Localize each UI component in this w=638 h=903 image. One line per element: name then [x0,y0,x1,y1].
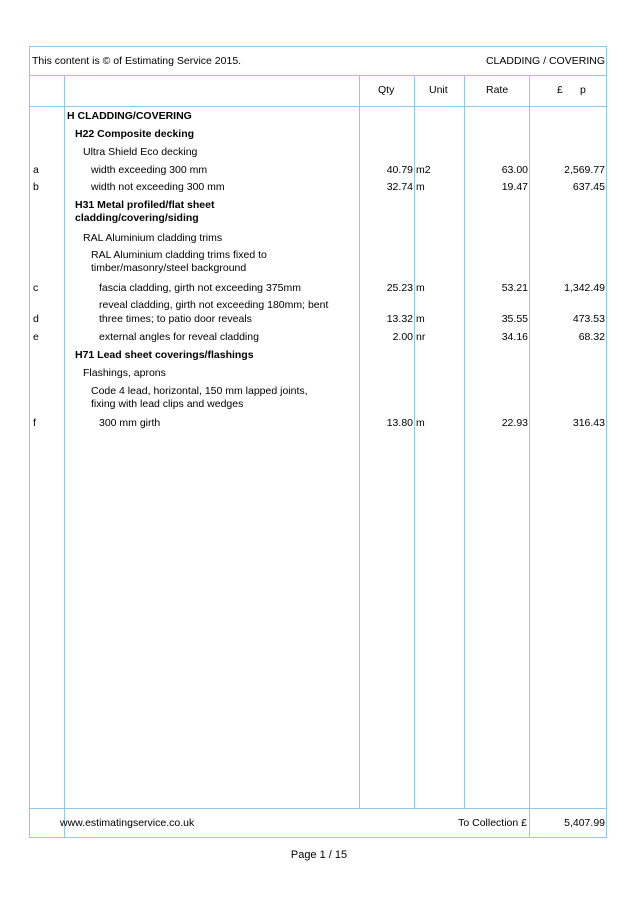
footer-divider [29,808,607,809]
item-unit: m [416,313,425,325]
item-desc-line1: reveal cladding, girth not exceeding 180mm; bent [99,299,329,311]
col-divider-ref [64,75,65,838]
item-ref: c [33,282,39,294]
item-rate: 35.55 [501,313,528,325]
item-qty: 32.74 [386,181,413,193]
subheading-h71: Flashings, aprons [83,367,166,379]
description-h31-line1: RAL Aluminium cladding trims fixed to [91,249,267,261]
item-desc: external angles for reveal cladding [99,331,259,343]
item-total: 473.53 [572,313,605,325]
heading-main: H CLADDING/COVERING [67,110,192,122]
footer-website: www.estimatingservice.co.uk [60,817,195,829]
item-total: 68.32 [578,331,605,343]
item-desc: width not exceeding 300 mm [91,181,225,193]
item-desc: 300 mm girth [99,417,161,429]
column-rate: Rate [486,84,509,96]
item-qty: 2.00 [392,331,413,343]
column-qty: Qty [378,84,395,96]
subheading-h31: RAL Aluminium cladding trims [83,232,223,244]
item-unit: nr [416,331,426,343]
copyright-notice: This content is © of Estimating Service 2015. [32,55,242,67]
description-h31-line2: timber/masonry/steel background [91,262,247,274]
item-rate: 63.00 [501,164,528,176]
description-h71-line1: Code 4 lead, horizontal, 150 mm lapped joints, [91,385,308,397]
item-qty: 13.32 [386,313,413,325]
column-unit: Unit [429,84,448,96]
item-total: 637.45 [572,181,605,193]
item-ref: b [33,181,39,193]
item-unit: m2 [416,164,431,176]
heading-h71: H71 Lead sheet coverings/flashings [75,349,254,361]
heading-h31-line1: H31 Metal profiled/flat sheet [75,199,215,211]
item-unit: m [416,282,425,294]
page-number: Page 1 / 15 [290,849,348,861]
item-rate: 53.21 [501,282,528,294]
item-rate: 34.16 [501,331,528,343]
collection-label: To Collection £ [458,817,527,829]
item-qty: 13.80 [386,417,413,429]
item-rate: 22.93 [501,417,528,429]
col-divider-qty [414,75,415,808]
item-desc: fascia cladding, girth not exceeding 375mm [99,282,301,294]
column-pounds: £ [557,84,563,96]
item-unit: m [416,417,425,429]
subheading-h22: Ultra Shield Eco decking [83,146,198,158]
collection-total: 5,407.99 [564,817,605,829]
item-total: 316.43 [572,417,605,429]
section-title: CLADDING / COVERING [485,55,605,67]
col-divider-unit [464,75,465,808]
item-qty: 40.79 [386,164,413,176]
item-desc: width exceeding 300 mm [91,164,208,176]
item-total: 1,342.49 [564,282,605,294]
item-qty: 25.23 [386,282,413,294]
item-ref: a [33,164,39,176]
item-unit: m [416,181,425,193]
description-h71-line2: fixing with lead clips and wedges [91,398,244,410]
header-divider [29,75,607,76]
column-header-divider [29,106,607,107]
item-ref: f [33,417,36,429]
item-desc: three times; to patio door reveals [99,313,252,325]
item-ref: d [33,313,39,325]
heading-h22: H22 Composite decking [75,128,195,140]
item-total: 2,569.77 [564,164,605,176]
heading-h31-line2: cladding/covering/siding [75,212,199,224]
column-pence: p [580,84,586,96]
item-rate: 19.47 [501,181,528,193]
item-ref: e [33,331,39,343]
